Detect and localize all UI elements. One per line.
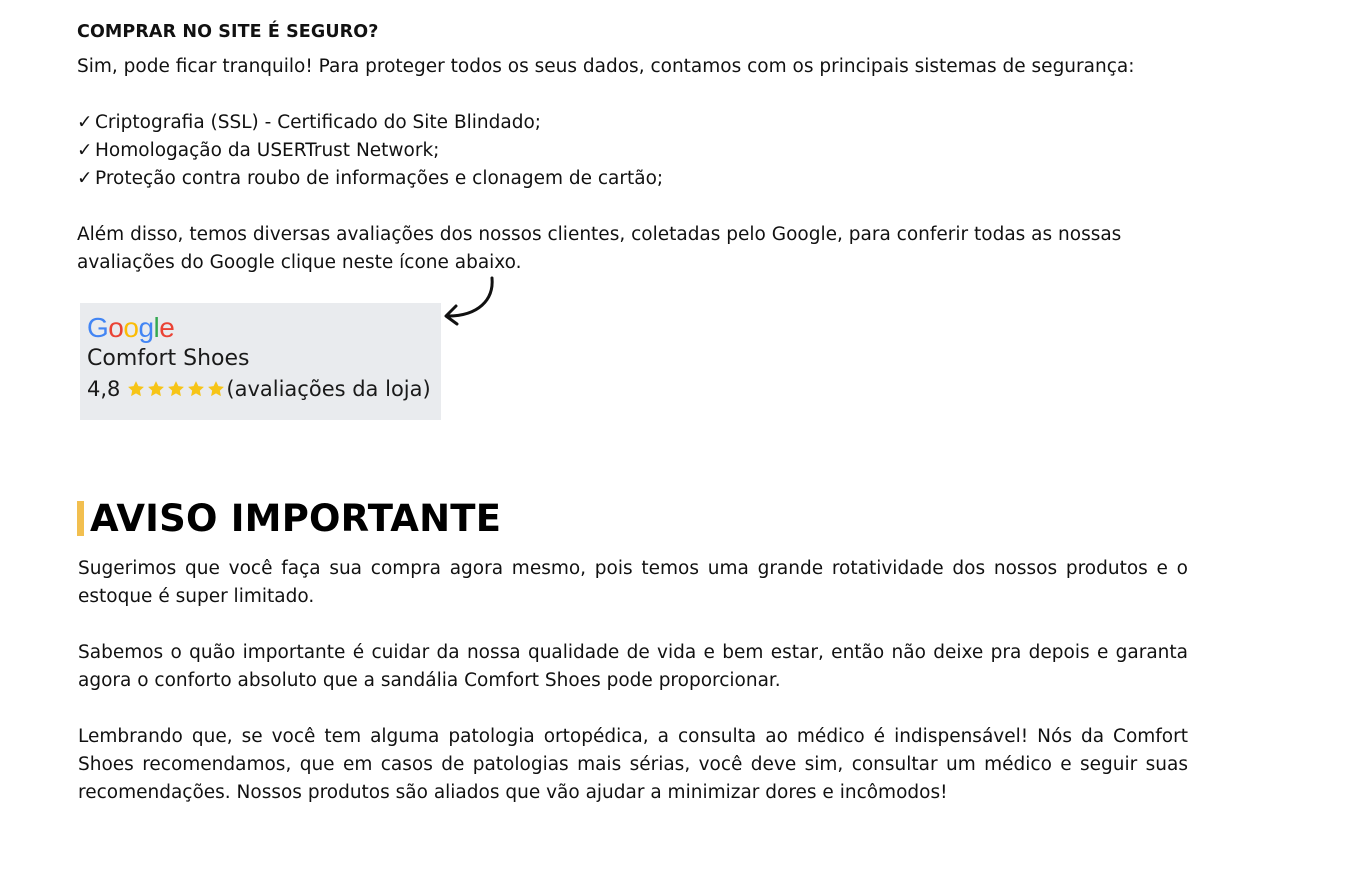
curved-arrow-icon bbox=[440, 274, 500, 330]
notice-paragraph-3: Lembrando que, se você tem alguma patologia ortopédica, a consulta ao médico é indispensável! Nós da Comfort Shoes recomendamos, que em casos de patologias mais sérias, você deve sim, consultar um médico e seguir suas recomendações. Nossos produtos são aliados que vão ajudar a minimizar dores e incômodos! bbox=[78, 726, 1188, 803]
notice-title: AVISO IMPORTANTE bbox=[90, 496, 502, 540]
heading-accent-bar bbox=[77, 501, 84, 536]
security-question-heading: COMPRAR NO SITE É SEGURO? bbox=[77, 22, 379, 42]
check-icon: ✓ bbox=[77, 140, 93, 161]
list-item: ✓ Homologação da USERTrust Network; bbox=[77, 137, 663, 165]
notice-heading bbox=[77, 497, 501, 539]
rating-note: (avaliações da loja) bbox=[226, 377, 431, 401]
star-icon bbox=[126, 379, 146, 399]
rating-value: 4,8 bbox=[87, 377, 121, 401]
store-name: Comfort Shoes bbox=[87, 346, 250, 371]
star-icon bbox=[186, 379, 206, 399]
reviews-text-line-2: avaliações do Google clique neste ícone abaixo. bbox=[77, 252, 522, 273]
star-icon bbox=[206, 379, 226, 399]
store-rating bbox=[87, 374, 431, 404]
list-item: ✓ Proteção contra roubo de informações e clonagem de cartão; bbox=[77, 165, 663, 193]
list-item: ✓ Criptografia (SSL) - Certificado do Site Blindado; bbox=[77, 109, 663, 137]
google-logo: Google bbox=[87, 312, 175, 343]
notice-paragraph-2: Sabemos o quão importante é cuidar da nossa qualidade de vida e bem estar, então não deixe pra depois e garanta agora o conforto absoluto que a sandália Comfort Shoes pode proporcionar. bbox=[78, 642, 1188, 691]
notice-paragraph-1: Sugerimos que você faça sua compra agora mesmo, pois temos uma grande rotatividade dos nossos produtos e o estoque é super limitado. bbox=[78, 558, 1188, 607]
google-reviews-badge[interactable] bbox=[80, 303, 441, 420]
check-icon: ✓ bbox=[77, 112, 93, 133]
security-intro-text: Sim, pode ficar tranquilo! Para proteger todos os seus dados, contamos com os principais sistemas de segurança: bbox=[77, 56, 1135, 77]
reviews-text-line-1: Além disso, temos diversas avaliações dos nossos clientes, coletadas pelo Google, para conferir todas as nossas bbox=[77, 224, 1122, 245]
check-icon: ✓ bbox=[77, 168, 93, 189]
rating-stars bbox=[126, 379, 226, 399]
star-icon bbox=[166, 379, 186, 399]
security-features-list bbox=[77, 109, 663, 193]
star-icon bbox=[146, 379, 166, 399]
